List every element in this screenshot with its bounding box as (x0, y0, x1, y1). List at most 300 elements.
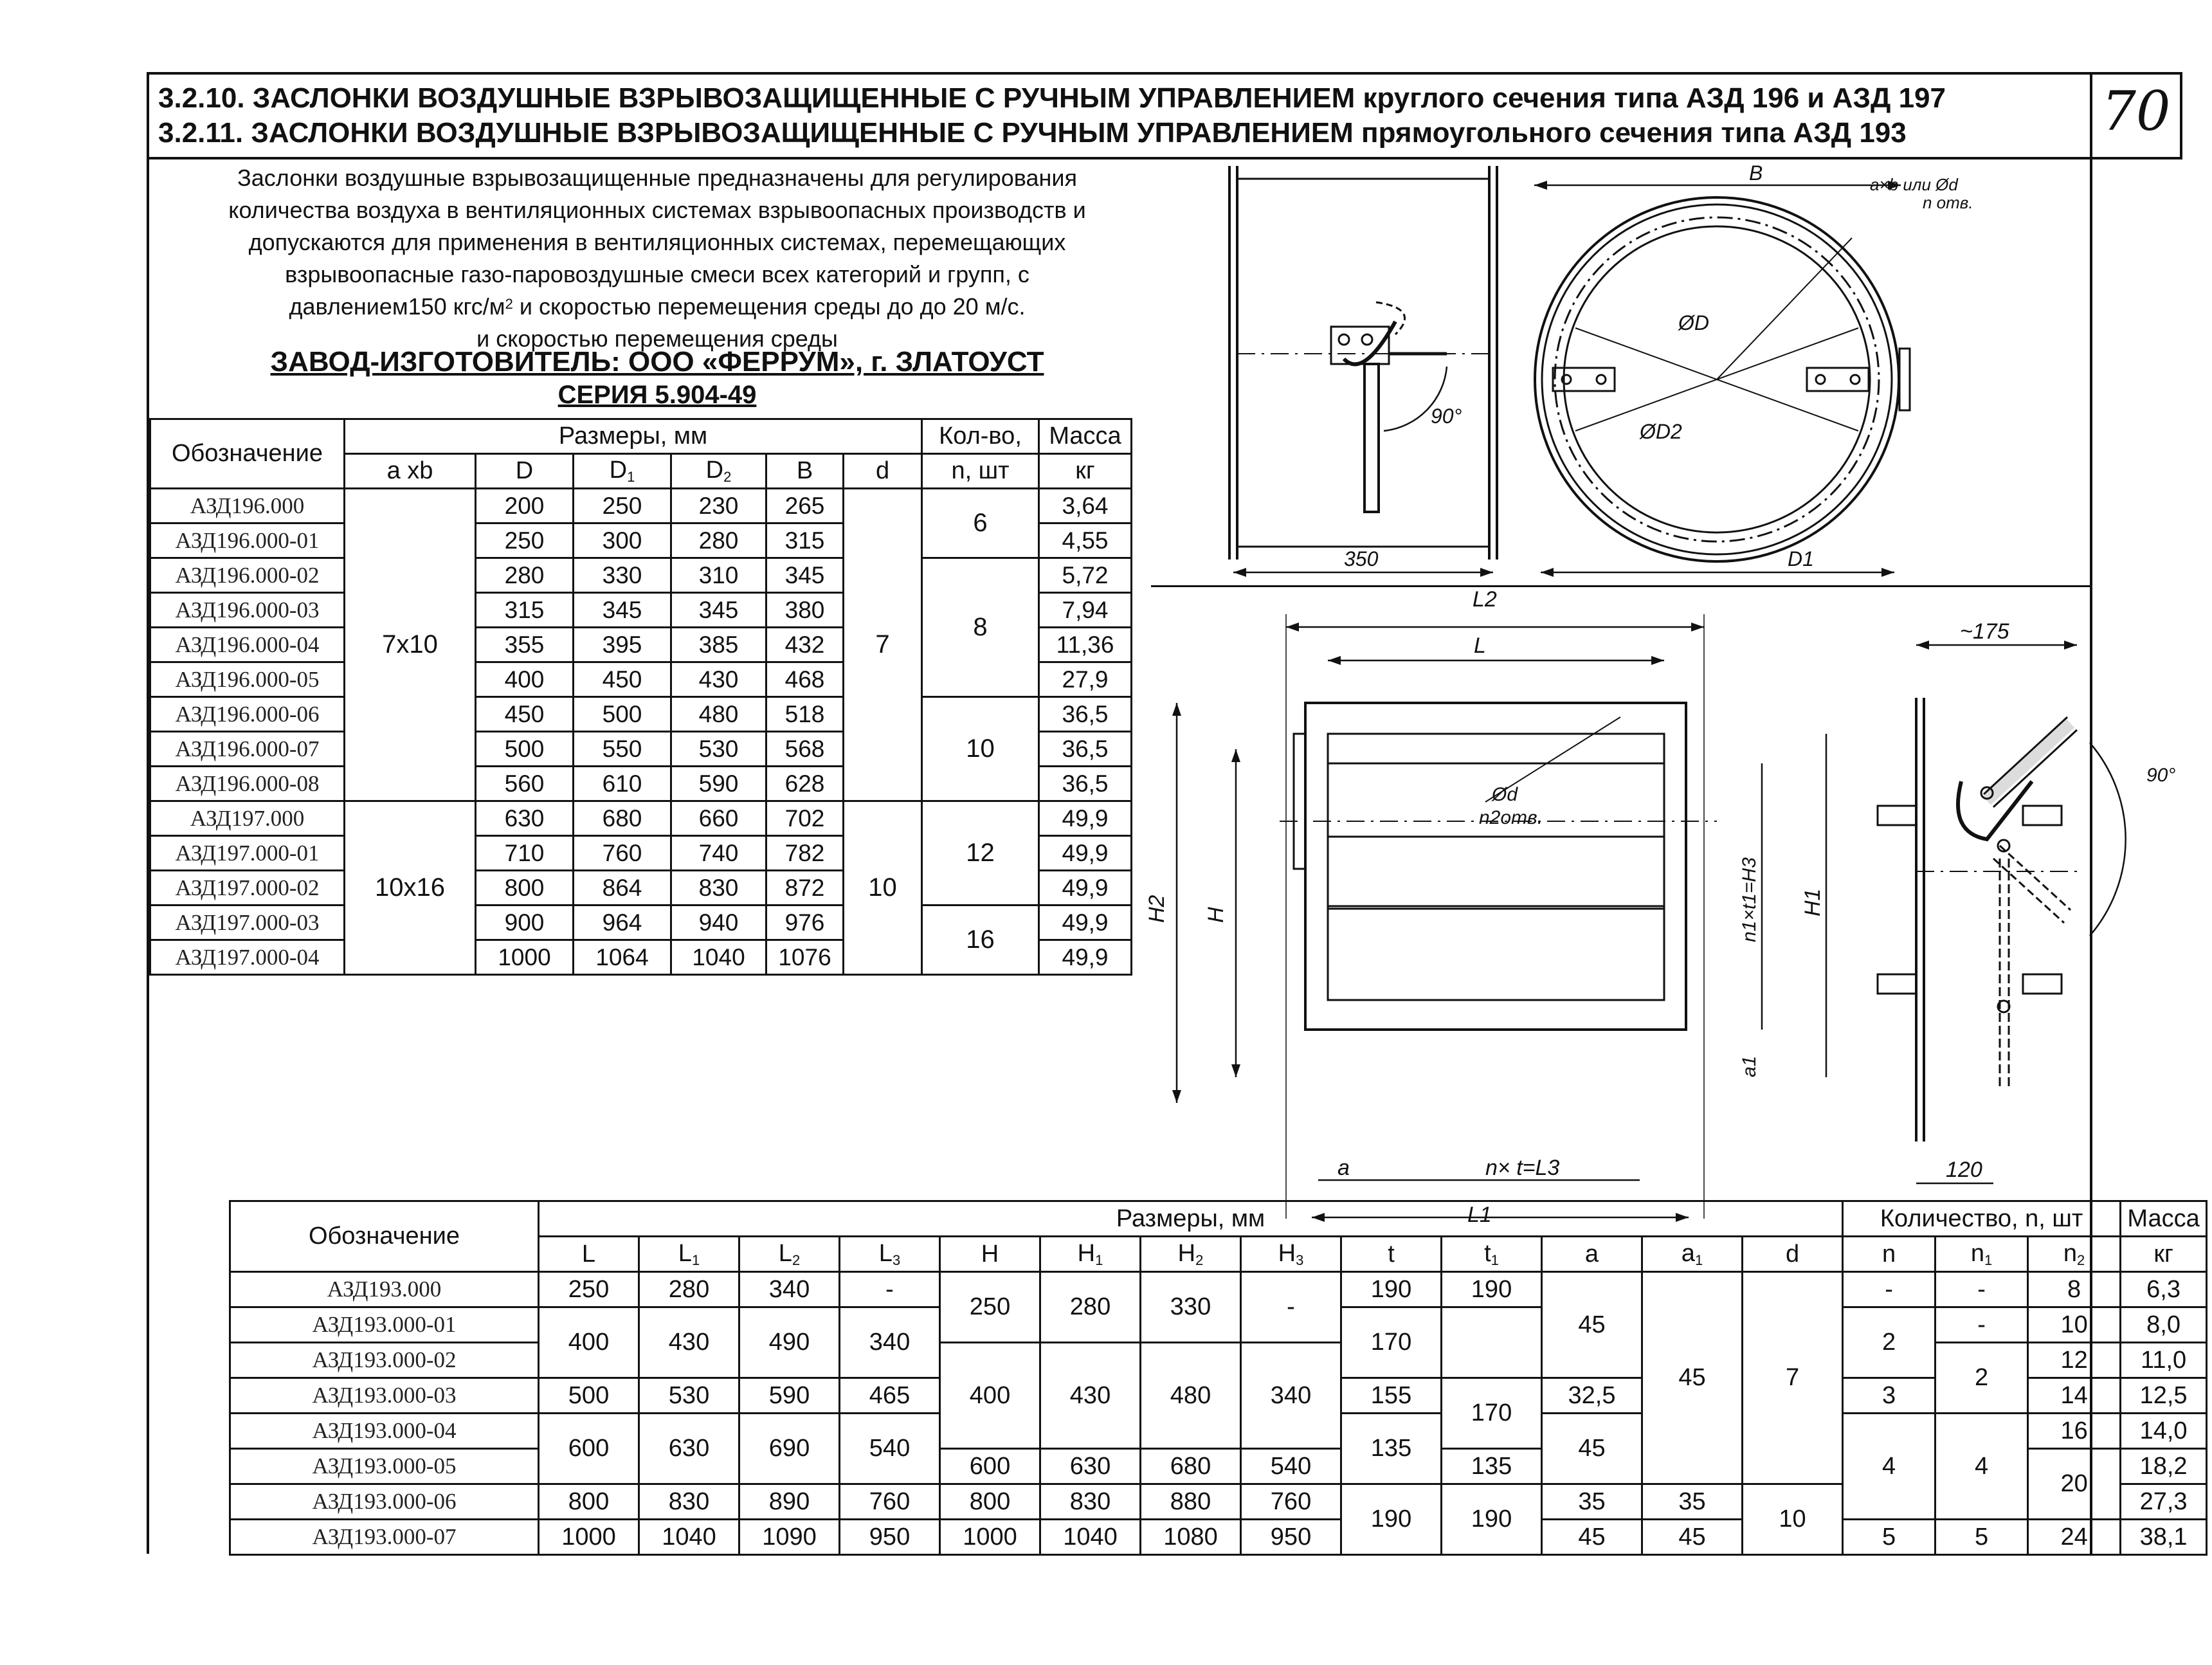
rect-frame (1305, 703, 1686, 1030)
label-D1: D1 (1788, 547, 1814, 570)
cell-D: 1000 (476, 940, 574, 975)
round-damper-table (149, 418, 1132, 976)
cell-t: 190 (1341, 1272, 1442, 1307)
col-L2-sub: 2 (792, 1251, 801, 1268)
bolt-icon (1816, 375, 1825, 384)
col-L3 (840, 1237, 940, 1272)
cell-D: 200 (476, 489, 574, 523)
col-D2 (671, 454, 766, 489)
cell-mass: 49,9 (1039, 940, 1132, 975)
cell-mass: 11,0 (2121, 1343, 2207, 1378)
designation-cell: АЗД196.000 (150, 489, 345, 523)
col-H3-letter: H (1278, 1239, 1296, 1267)
cell-D1: 550 (574, 732, 671, 767)
leader-line (1717, 238, 1852, 379)
cell-D: 315 (476, 593, 574, 628)
col-D1-letter: D (609, 457, 628, 484)
cell-L2: 590 (739, 1378, 840, 1414)
bracket (1878, 806, 1916, 825)
col-mass-unit: кг (1039, 454, 1132, 489)
cell-D: 400 (476, 662, 574, 697)
col-d: d (1743, 1237, 1843, 1272)
designation-cell: АЗД193.000 (230, 1272, 539, 1307)
col-L2 (739, 1237, 840, 1272)
label-n1t1: n1×t1=H3 (1739, 857, 1760, 942)
cell-t: 135 (1341, 1414, 1442, 1484)
cell-L3: 760 (840, 1484, 940, 1520)
cell-B: 628 (766, 767, 844, 801)
cell-n2: 12 (2028, 1343, 2121, 1378)
cell-D2: 480 (671, 697, 766, 732)
cell-n1: 2 (1936, 1343, 2028, 1414)
col-H1-letter: H (1077, 1239, 1096, 1267)
col-n1-letter: n (1970, 1239, 1985, 1267)
cell-a: 32,5 (1542, 1378, 1642, 1414)
label-hole-2: n2отв. (1479, 807, 1543, 828)
title-line-1: 3.2.10. ЗАСЛОНКИ ВОЗДУШНЫЕ ВЗРЫВОЗАЩИЩЕННЫЕ С РУЧНЫМ УПРАВЛЕНИЕМ круглого сечения типа АЗД 196 и АЗД 197 (158, 82, 1946, 114)
angle-arc (2090, 743, 2126, 936)
cell-D2: 1040 (671, 940, 766, 975)
intro-text (149, 162, 1165, 355)
col-t1 (1442, 1237, 1542, 1272)
cell-n2: 16 (2028, 1414, 2121, 1449)
bracket (1878, 974, 1916, 994)
cell-mass: 36,5 (1039, 697, 1132, 732)
handle-lever-edge (1993, 730, 2077, 807)
rect-damper-drawing (1145, 587, 2212, 1238)
col-axb: a xb (345, 454, 476, 489)
table-row (150, 489, 1132, 523)
designation-cell: АЗД193.000-03 (230, 1378, 539, 1414)
handle-lever-alt (2000, 846, 2071, 910)
col-H3-sub: 3 (1296, 1251, 1304, 1268)
cell-L1: 280 (639, 1272, 739, 1307)
handle-lever (1364, 364, 1379, 512)
col-designation: Обозначение (150, 419, 345, 489)
cell-B: 872 (766, 871, 844, 905)
cell-D2: 430 (671, 662, 766, 697)
designation-cell: АЗД193.000-07 (230, 1520, 539, 1555)
cell-n1: 5 (1936, 1520, 2028, 1555)
col-d: d (844, 454, 922, 489)
cell-d: 10 (844, 801, 922, 975)
cell-D1: 864 (574, 871, 671, 905)
label-B: B (1749, 161, 1763, 185)
label-120: 120 (1946, 1158, 1982, 1182)
table-row (150, 558, 1132, 593)
cell-t: 155 (1341, 1378, 1442, 1414)
cell-D1: 345 (574, 593, 671, 628)
col-designation: Обозначение (230, 1201, 539, 1272)
label-H2: H2 (1145, 895, 1169, 923)
cell-n1: 4 (1936, 1414, 2028, 1520)
cell-n2: 24 (2028, 1520, 2121, 1555)
cell-a: 45 (1542, 1520, 1642, 1555)
col-D1-sub: 1 (627, 469, 635, 485)
cell-L: 250 (539, 1272, 639, 1307)
cell-D1: 450 (574, 662, 671, 697)
series: СЕРИЯ 5.904-49 (558, 381, 757, 409)
cell-mass: 38,1 (2121, 1520, 2207, 1555)
col-n: n (1843, 1237, 1936, 1272)
cell-t: 190 (1341, 1484, 1442, 1555)
cell-qty: 6 (922, 489, 1039, 558)
col-n2-letter: n (2063, 1239, 2078, 1267)
cell-a: 35 (1542, 1484, 1642, 1520)
col-n2-sub: 2 (2077, 1251, 2085, 1268)
cell-qty: 10 (922, 697, 1039, 801)
cell-a: 45 (1542, 1414, 1642, 1484)
designation-cell: АЗД197.000-03 (150, 905, 345, 940)
cell-H2: 880 (1141, 1484, 1241, 1520)
cell-mass: 8,0 (2121, 1307, 2207, 1343)
cell-H3: - (1241, 1272, 1341, 1343)
designation-cell: АЗД196.000-03 (150, 593, 345, 628)
cell-B: 432 (766, 628, 844, 662)
designation-cell: АЗД197.000-01 (150, 836, 345, 871)
cell-L2: 890 (739, 1484, 840, 1520)
cell-L1: 630 (639, 1414, 739, 1484)
label-nt: n× t=L3 (1485, 1156, 1560, 1180)
cell-L: 800 (539, 1484, 639, 1520)
title-block (147, 72, 2089, 157)
col-L: L (539, 1237, 639, 1272)
col-H: H (940, 1237, 1040, 1272)
intro-pressure: давлением150 кгс/м (289, 293, 505, 320)
cell-n: 2 (1843, 1307, 1936, 1378)
cell-D2: 830 (671, 871, 766, 905)
cell-D: 500 (476, 732, 574, 767)
handle-lever-edge (1984, 717, 2067, 794)
cell-mass: 7,94 (1039, 593, 1132, 628)
intro-line: количества воздуха в вентиляционных системах взрывоопасных производств и (228, 197, 1086, 223)
bolt-icon (1339, 334, 1349, 345)
angle-label: 90° (2146, 765, 2176, 786)
cell-D1: 680 (574, 801, 671, 836)
separator (1151, 585, 2092, 587)
bracket (2023, 806, 2062, 825)
cell-n1: - (1936, 1272, 2028, 1307)
cell-t: 170 (1341, 1307, 1442, 1378)
bolt-icon (1597, 375, 1606, 384)
col-L3-letter: L (878, 1239, 893, 1267)
cell-a1: 45 (1642, 1272, 1743, 1484)
cell-L3: 340 (840, 1307, 940, 1378)
cell-B: 345 (766, 558, 844, 593)
cell-B: 468 (766, 662, 844, 697)
cell-mass: 36,5 (1039, 767, 1132, 801)
cell-n2: 8 (2028, 1272, 2121, 1307)
rect-opening (1328, 734, 1664, 1000)
designation-cell: АЗД197.000 (150, 801, 345, 836)
cell-D2: 530 (671, 732, 766, 767)
col-D: D (476, 454, 574, 489)
cell-t1: 135 (1442, 1449, 1542, 1484)
cell-D2: 385 (671, 628, 766, 662)
cell-D2: 280 (671, 523, 766, 558)
bolt-icon (1362, 334, 1372, 345)
cell-H1: 830 (1040, 1484, 1141, 1520)
col-D2-sub: 2 (723, 469, 732, 485)
cell-t1: 190 (1442, 1484, 1542, 1555)
bracket (2023, 974, 2062, 994)
table-row (150, 801, 1132, 836)
handle-lever-alt (1993, 859, 2064, 923)
angle-label: 90° (1431, 405, 1462, 428)
table-row (150, 697, 1132, 732)
intro-line: Заслонки воздушные взрывозащищенные предназначены для регулирования (237, 165, 1077, 191)
label-a: a (1337, 1156, 1350, 1180)
cell-H1: 630 (1040, 1449, 1141, 1484)
page-number-box (2092, 72, 2182, 159)
designation-cell: АЗД197.000-02 (150, 871, 345, 905)
rect-damper-table (229, 1200, 2207, 1556)
cell-B: 568 (766, 732, 844, 767)
cell-mass: 49,9 (1039, 836, 1132, 871)
cell-L1: 430 (639, 1307, 739, 1378)
cell-D1: 330 (574, 558, 671, 593)
cell-qty: 12 (922, 801, 1039, 905)
col-H2-sub: 2 (1195, 1251, 1204, 1268)
title-line-2: 3.2.11. ЗАСЛОНКИ ВОЗДУШНЫЕ ВЗРЫВОЗАЩИЩЕННЫЕ С РУЧНЫМ УПРАВЛЕНИЕМ прямоугольного сечения типа АЗД 193 (158, 117, 1907, 149)
col-a1 (1642, 1237, 1743, 1272)
cell-mass: 49,9 (1039, 801, 1132, 836)
cell-D1: 500 (574, 697, 671, 732)
cell-mass: 49,9 (1039, 905, 1132, 940)
cell-n1: - (1936, 1307, 2028, 1343)
col-D1 (574, 454, 671, 489)
cell-D1: 964 (574, 905, 671, 940)
cell-a1: 45 (1642, 1520, 1743, 1555)
col-qty-unit: n, шт (922, 454, 1039, 489)
cell-L3: 465 (840, 1378, 940, 1414)
cell-axb: 10x16 (345, 801, 476, 975)
cell-n: 4 (1843, 1414, 1936, 1520)
col-L1-sub: 1 (691, 1251, 700, 1268)
cell-H: 250 (940, 1272, 1040, 1343)
col-mass: Масса (2121, 1201, 2207, 1237)
cell-n2: 20 (2028, 1449, 2121, 1520)
col-L1-letter: L (678, 1239, 692, 1267)
designation-cell: АЗД193.000-05 (230, 1449, 539, 1484)
col-n2 (2028, 1237, 2121, 1272)
cell-D1: 300 (574, 523, 671, 558)
designation-cell: АЗД193.000-04 (230, 1414, 539, 1449)
label-H: H (1204, 907, 1228, 923)
round-table-body (150, 489, 1132, 975)
col-a: a (1542, 1237, 1642, 1272)
cell-n: 3 (1843, 1378, 1936, 1414)
label-hole-1: Ød (1492, 784, 1518, 805)
col-B: B (766, 454, 844, 489)
page-header (147, 72, 2092, 159)
cell-B: 518 (766, 697, 844, 732)
handle-plate (1294, 734, 1305, 869)
cell-n: 5 (1843, 1520, 1936, 1555)
designation-cell: АЗД196.000-08 (150, 767, 345, 801)
cell-D2: 740 (671, 836, 766, 871)
bolt-icon (1851, 375, 1860, 384)
label-holes-2: n отв. (1923, 193, 1973, 212)
designation-cell: АЗД196.000-02 (150, 558, 345, 593)
col-mass: Масса (1039, 419, 1132, 454)
cell-qty: 16 (922, 905, 1039, 975)
cell-H2: 480 (1141, 1343, 1241, 1449)
cell-L1: 530 (639, 1378, 739, 1414)
cell-t1: 190 (1442, 1272, 1542, 1307)
manufacturer: ЗАВОД-ИЗГОТОВИТЕЛЬ: ООО «ФЕРРУМ», г. ЗЛАТОУСТ (270, 346, 1044, 378)
cell-D: 355 (476, 628, 574, 662)
cell-mass: 27,3 (2121, 1484, 2207, 1520)
round-damper-drawing (1151, 161, 2154, 585)
cell-B: 976 (766, 905, 844, 940)
cell-d: 7 (844, 489, 922, 801)
cell-D2: 230 (671, 489, 766, 523)
cell-mass: 49,9 (1039, 871, 1132, 905)
label-L: L (1474, 633, 1486, 658)
cell-mass: 18,2 (2121, 1449, 2207, 1484)
designation-cell: АЗД196.000-06 (150, 697, 345, 732)
cell-D: 560 (476, 767, 574, 801)
col-H1 (1040, 1237, 1141, 1272)
cell-mass: 4,55 (1039, 523, 1132, 558)
col-n1-sub: 1 (1984, 1251, 1993, 1268)
cell-D1: 1064 (574, 940, 671, 975)
cell-L2: 490 (739, 1307, 840, 1378)
cell-B: 315 (766, 523, 844, 558)
handle-lever (1987, 723, 2071, 801)
col-L3-sub: 3 (892, 1251, 901, 1268)
intro-line: и скоростью перемещения среды (476, 325, 838, 352)
col-a1-sub: 1 (1694, 1251, 1703, 1268)
cell-H3: 540 (1241, 1449, 1341, 1484)
cell-H3: 950 (1241, 1520, 1341, 1555)
cell-D2: 345 (671, 593, 766, 628)
designation-cell: АЗД193.000-02 (230, 1343, 539, 1378)
col-H2-letter: H (1177, 1239, 1196, 1267)
label-L2: L2 (1473, 587, 1497, 612)
cell-L1: 1040 (639, 1520, 739, 1555)
cell-D2: 940 (671, 905, 766, 940)
col-L1 (639, 1237, 739, 1272)
cell-H2: 1080 (1141, 1520, 1241, 1555)
col-D2-letter: D (705, 457, 724, 484)
cell-B: 782 (766, 836, 844, 871)
cell-mass: 12,5 (2121, 1378, 2207, 1414)
cell-D: 900 (476, 905, 574, 940)
label-D2: ØD2 (1640, 420, 1682, 443)
cell-D2: 660 (671, 801, 766, 836)
cell-H3: 340 (1241, 1343, 1341, 1449)
cell-L: 600 (539, 1414, 639, 1484)
col-a1-letter: a (1681, 1239, 1695, 1267)
col-n1 (1936, 1237, 2028, 1272)
cell-H2: 680 (1141, 1449, 1241, 1484)
col-t1-sub: 1 (1491, 1251, 1499, 1268)
cell-D1: 760 (574, 836, 671, 871)
cell-H: 1000 (940, 1520, 1040, 1555)
intro-line: допускаются для применения в вентиляционных системах, перемещающих (248, 229, 1066, 255)
col-qty: Кол-во, (922, 419, 1039, 454)
cell-a1: 35 (1642, 1484, 1743, 1520)
cell-D1: 610 (574, 767, 671, 801)
cell-n2: 14 (2028, 1378, 2121, 1414)
cell-H1: 1040 (1040, 1520, 1141, 1555)
cell-L3: 540 (840, 1414, 940, 1484)
label-H1: H1 (1800, 888, 1825, 916)
col-H1-sub: 1 (1095, 1251, 1103, 1268)
cell-mass: 11,36 (1039, 628, 1132, 662)
designation-cell: АЗД196.000-01 (150, 523, 345, 558)
designation-cell: АЗД197.000-04 (150, 940, 345, 975)
cell-D: 250 (476, 523, 574, 558)
cell-d: 10 (1743, 1484, 1843, 1555)
table-row (150, 905, 1132, 940)
cell-H: 600 (940, 1449, 1040, 1484)
cell-mass: 6,3 (2121, 1272, 2207, 1307)
cell-L2: 690 (739, 1414, 840, 1484)
cell-n2: 10 (2028, 1307, 2121, 1343)
cell-H2: 330 (1141, 1272, 1241, 1343)
cell-D2: 590 (671, 767, 766, 801)
dim-350: 350 (1344, 547, 1379, 570)
intro-line: взрывоопасные газо-паровоздушные смеси всех категорий и групп, с (285, 261, 1029, 287)
cell-mass: 5,72 (1039, 558, 1132, 593)
label-a1: a1 (1739, 1055, 1760, 1077)
cell-D: 450 (476, 697, 574, 732)
designation-cell: АЗД196.000-05 (150, 662, 345, 697)
col-H3 (1241, 1237, 1341, 1272)
cell-L3: - (840, 1272, 940, 1307)
cell-L: 500 (539, 1378, 639, 1414)
col-dimensions: Размеры, мм (345, 419, 922, 454)
cell-B: 265 (766, 489, 844, 523)
cell-D1: 395 (574, 628, 671, 662)
designation-cell: АЗД196.000-04 (150, 628, 345, 662)
cell-D1: 250 (574, 489, 671, 523)
col-dimensions: Размеры, мм (539, 1201, 1843, 1237)
col-L2-letter: L (778, 1239, 792, 1267)
label-L1: L1 (1467, 1203, 1492, 1227)
label-175: ~175 (1960, 619, 2009, 644)
designation-cell: АЗД193.000-01 (230, 1307, 539, 1343)
label-D: ØD (1678, 311, 1709, 334)
cell-H: 400 (940, 1343, 1040, 1449)
cell-L3: 950 (840, 1520, 940, 1555)
cell-L: 400 (539, 1307, 639, 1378)
cell-H1: 280 (1040, 1272, 1141, 1343)
cell-mass: 27,9 (1039, 662, 1132, 697)
col-H2 (1141, 1237, 1241, 1272)
cell-B: 1076 (766, 940, 844, 975)
cell-B: 380 (766, 593, 844, 628)
cell-d: 7 (1743, 1272, 1843, 1484)
cell-D: 710 (476, 836, 574, 871)
cell-L1: 830 (639, 1484, 739, 1520)
cell-L: 1000 (539, 1520, 639, 1555)
cell-mass: 14,0 (2121, 1414, 2207, 1449)
cell-qty: 8 (922, 558, 1039, 697)
cell-axb: 7x10 (345, 489, 476, 801)
handle-plate (1899, 349, 1910, 410)
cell-H3: 760 (1241, 1484, 1341, 1520)
page-number: 70 (2101, 80, 2171, 143)
cell-L2: 1090 (739, 1520, 840, 1555)
cell-t1 (1442, 1307, 1542, 1378)
cell-H1: 430 (1040, 1343, 1141, 1449)
intro-line (149, 291, 1165, 323)
cell-D: 630 (476, 801, 574, 836)
